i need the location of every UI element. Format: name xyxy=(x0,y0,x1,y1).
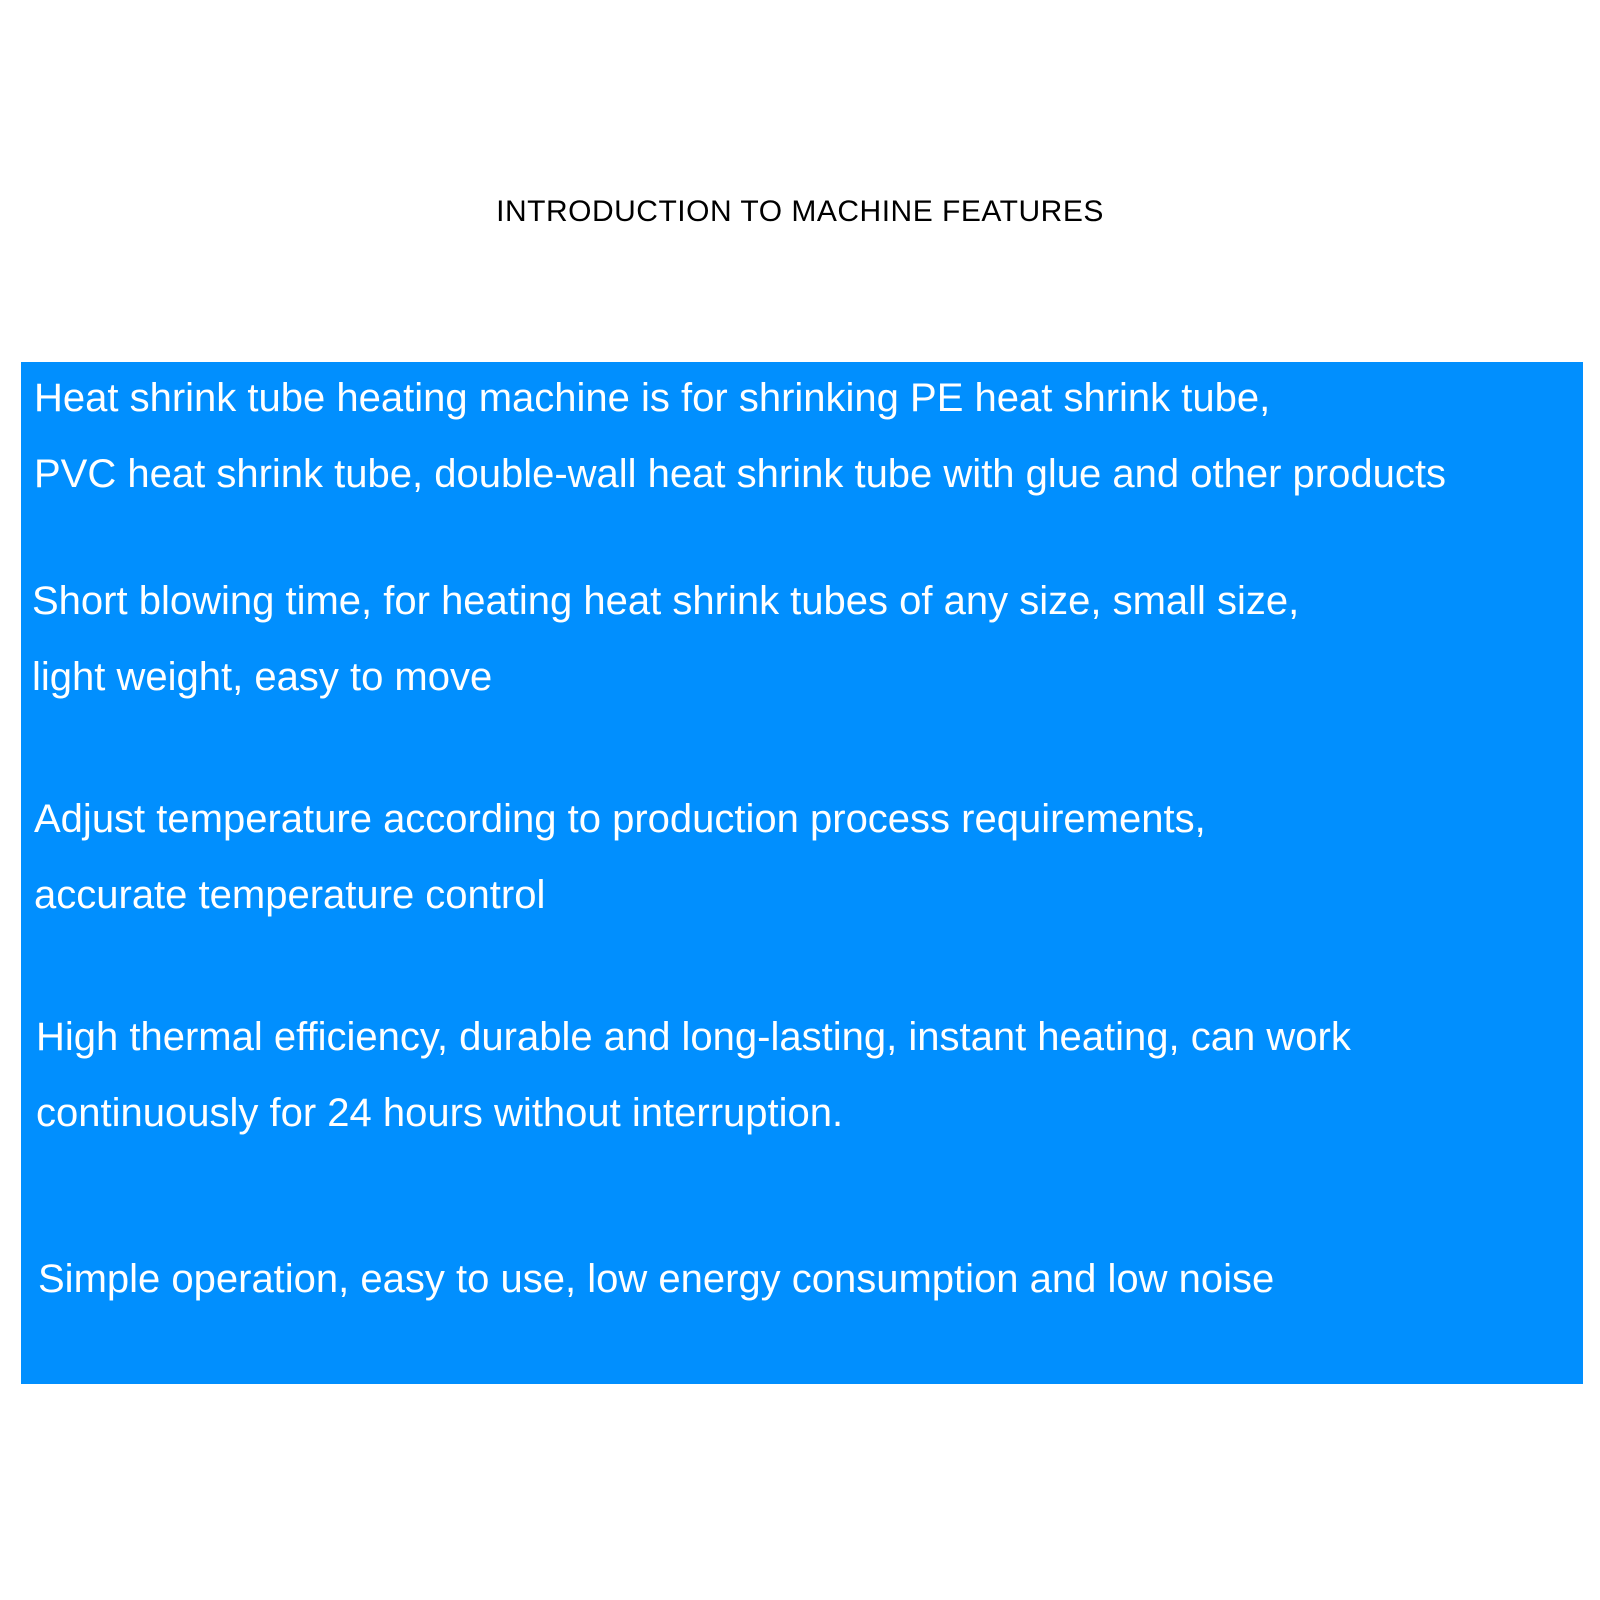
features-panel xyxy=(21,362,1583,1384)
feature-2-line-1: Short blowing time, for heating heat shrink tubes of any size, small size, xyxy=(32,579,1300,623)
feature-1-line-2: PVC heat shrink tube, double-wall heat shrink tube with glue and other products xyxy=(34,452,1446,496)
feature-4-line-2: continuously for 24 hours without interruption. xyxy=(36,1091,844,1135)
feature-3-line-2: accurate temperature control xyxy=(34,873,546,917)
feature-2-line-2: light weight, easy to move xyxy=(32,655,493,699)
feature-5-line-1: Simple operation, easy to use, low energy consumption and low noise xyxy=(38,1257,1275,1301)
feature-4-line-1: High thermal efficiency, durable and long-lasting, instant heating, can work xyxy=(36,1015,1351,1059)
feature-1-line-1: Heat shrink tube heating machine is for shrinking PE heat shrink tube, xyxy=(34,376,1271,420)
feature-3-line-1: Adjust temperature according to production process requirements, xyxy=(34,797,1206,841)
page-title: INTRODUCTION TO MACHINE FEATURES xyxy=(496,195,1104,229)
